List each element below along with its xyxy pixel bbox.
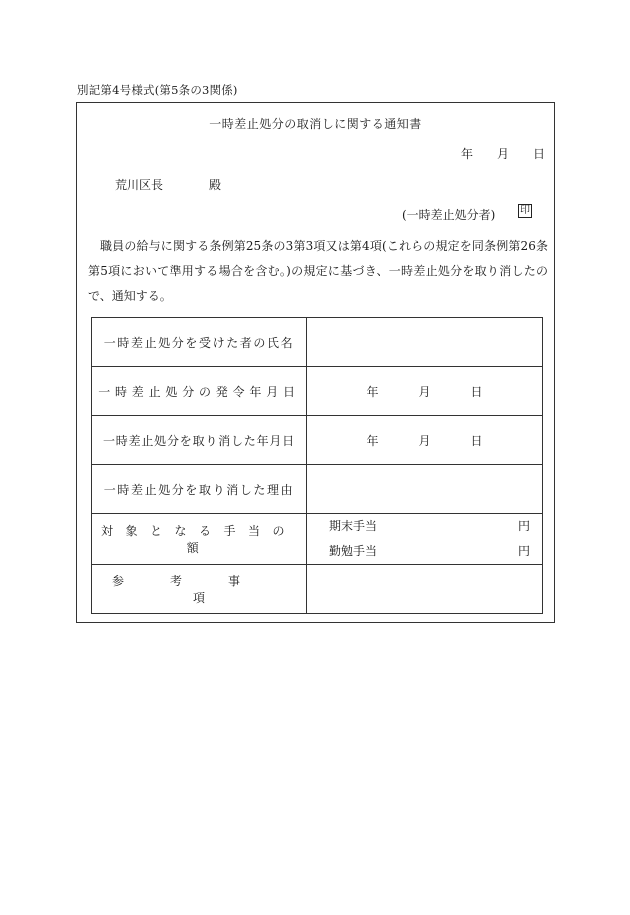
table-row <box>92 465 543 514</box>
table-row <box>92 318 543 367</box>
label-text: 対象となる手当の額 <box>100 524 297 555</box>
yen-unit: 円 <box>517 544 530 558</box>
table-row <box>92 367 543 416</box>
seal-mark: 印 <box>520 205 530 216</box>
allowance-item <box>307 514 542 539</box>
date-month-label: 月 <box>497 147 510 161</box>
reason-field[interactable] <box>307 465 543 514</box>
form-number-label: 別記第4号様式(第5条の3関係) <box>77 83 238 97</box>
allowance-name: 勤勉手当 <box>329 544 378 558</box>
table-row <box>92 514 543 565</box>
sender-label: (一時差止処分者) <box>402 208 496 222</box>
issue-date-field[interactable] <box>307 367 543 416</box>
allowance-field[interactable] <box>307 514 543 565</box>
label-text: 一時差止処分を取り消した理由 <box>103 482 295 497</box>
row-label-cancel-date <box>92 416 307 465</box>
table-row <box>92 416 543 465</box>
addressee <box>115 176 222 193</box>
row-label-remarks <box>92 565 307 614</box>
row-label-reason <box>92 465 307 514</box>
year-unit: 年 <box>366 433 379 448</box>
date-year-label: 年 <box>461 147 474 161</box>
notice-form <box>76 102 555 623</box>
name-field[interactable] <box>307 318 543 367</box>
label-text: 一時差止処分を取り消した年月日 <box>102 433 295 448</box>
row-label-name <box>92 318 307 367</box>
details-table <box>91 317 543 614</box>
honorific: 殿 <box>209 178 222 192</box>
cancel-date-field[interactable] <box>307 416 543 465</box>
row-label-allowance <box>92 514 307 565</box>
month-unit: 月 <box>418 433 431 448</box>
addressee-name: 荒川区長 <box>115 178 164 192</box>
year-unit: 年 <box>366 384 379 399</box>
day-unit: 日 <box>470 433 483 448</box>
date-day-label: 日 <box>533 147 546 161</box>
day-unit: 日 <box>470 384 483 399</box>
document-title: 一時差止処分の取消しに関する通知書 <box>209 117 422 131</box>
notice-body: 職員の給与に関する条例第25条の3第3項又は第4項(これらの規定を同条例第26条第5項において準用する場合を含む。)の規定に基づき、一時差止処分を取り消したので、通知する。 <box>88 239 548 303</box>
label-text: 一時差止処分を受けた者の氏名 <box>103 335 295 350</box>
yen-unit: 円 <box>517 519 530 533</box>
table-row <box>92 565 543 614</box>
row-label-issue-date <box>92 367 307 416</box>
allowance-item <box>307 539 542 564</box>
remarks-field[interactable] <box>307 565 543 614</box>
label-text: 一時差止処分の発令年月日 <box>98 384 300 399</box>
label-text: 参考事項 <box>111 574 286 605</box>
allowance-name: 期末手当 <box>329 519 378 533</box>
month-unit: 月 <box>418 384 431 399</box>
